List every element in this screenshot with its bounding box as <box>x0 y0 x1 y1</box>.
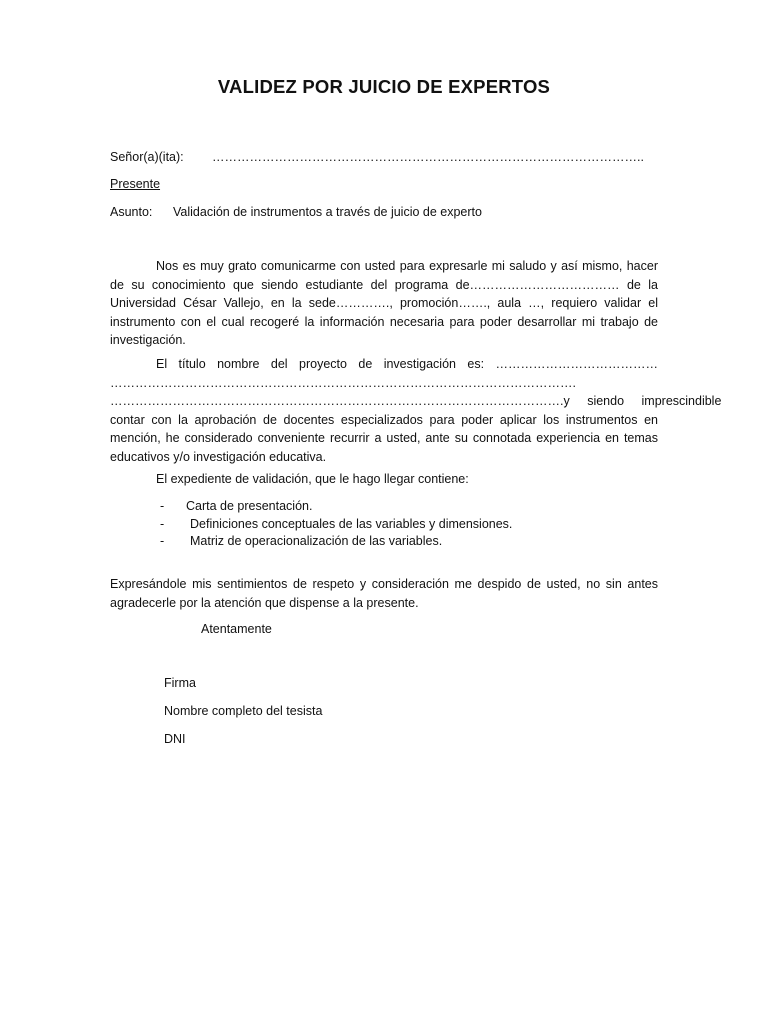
expediente-list <box>160 498 512 551</box>
word: El <box>156 357 168 371</box>
list-item-text: Carta de presentación. <box>186 499 313 513</box>
list-item-text: Definiciones conceptuales de las variables y dimensiones. <box>190 516 513 531</box>
list-item <box>160 533 512 551</box>
firma-label: Firma <box>164 676 196 690</box>
paragraph-project-row3 <box>110 392 722 411</box>
recipient-label: Señor(a)(ita): <box>110 150 184 164</box>
word: investigación <box>383 357 456 371</box>
paragraph-project-rest: contar con la aprobación de docentes especializados para poder aplicar los instrumentos en mención, he considerado conveniente recurrir a usted, ante su connotada experiencia en temas educativos y/o investigación educativa. <box>110 412 658 464</box>
project-title-blank-2: ………………………………………………………………………………………………. <box>110 394 564 409</box>
document-title: VALIDEZ POR JUICIO DE EXPERTOS <box>217 76 551 97</box>
word: de <box>358 357 373 371</box>
recipient-line <box>110 150 644 164</box>
paragraph-project-row2: …………………………………………………………………………………………………. <box>110 375 576 390</box>
nombre-label: Nombre completo del tesista <box>164 704 323 718</box>
project-title-blank: ………………………………… <box>495 357 658 371</box>
bullet-dash: - <box>160 499 165 513</box>
word: nombre <box>217 357 260 371</box>
presente-label: Presente <box>110 177 161 191</box>
row3-text-wrap <box>563 392 721 411</box>
word: proyecto <box>299 357 347 371</box>
paragraph-intro-text: Nos es muy grato comunicarme con usted para expresarle mi saludo y así mismo, hacer de su conocimiento que siendo estudiante del programa de……………………………… de la Universidad César Vallejo, en la sede…………., promoción……., aula …, requiero validar el instrumento con el cual recogeré la información necesaria para poder desarrollar mi trabajo de investigación. <box>110 259 658 348</box>
bullet-dash: - <box>160 516 165 531</box>
word: del <box>270 357 288 371</box>
recipient-blank: ………………………………………………………………………………………….. <box>212 150 644 164</box>
subject-text: Validación de instrumentos a través de juicio de experto <box>173 205 482 219</box>
word: es: <box>467 357 485 371</box>
closing-paragraph: Expresándole mis sentimientos de respeto y consideración me despido de usted, no sin antes agradecerle por la atención que dispense a la presente. <box>110 577 658 610</box>
expediente-intro: El expediente de validación, que le hago llegar contiene: <box>156 472 469 486</box>
paragraph-project <box>110 355 722 467</box>
list-item <box>160 516 512 534</box>
list-item <box>160 498 512 516</box>
paragraph-project-row1 <box>110 355 658 374</box>
row3-text: y siendo imprescindible <box>563 394 722 409</box>
list-item-text: Matriz de operacionalización de las variables. <box>190 534 443 548</box>
subject-label: Asunto: <box>110 205 153 219</box>
atentamente-label: Atentamente <box>201 622 272 636</box>
word: título <box>178 357 206 371</box>
bullet-dash: - <box>160 534 165 548</box>
dni-label: DNI <box>164 732 186 746</box>
subject-line <box>110 205 482 219</box>
paragraph-intro <box>110 257 658 350</box>
